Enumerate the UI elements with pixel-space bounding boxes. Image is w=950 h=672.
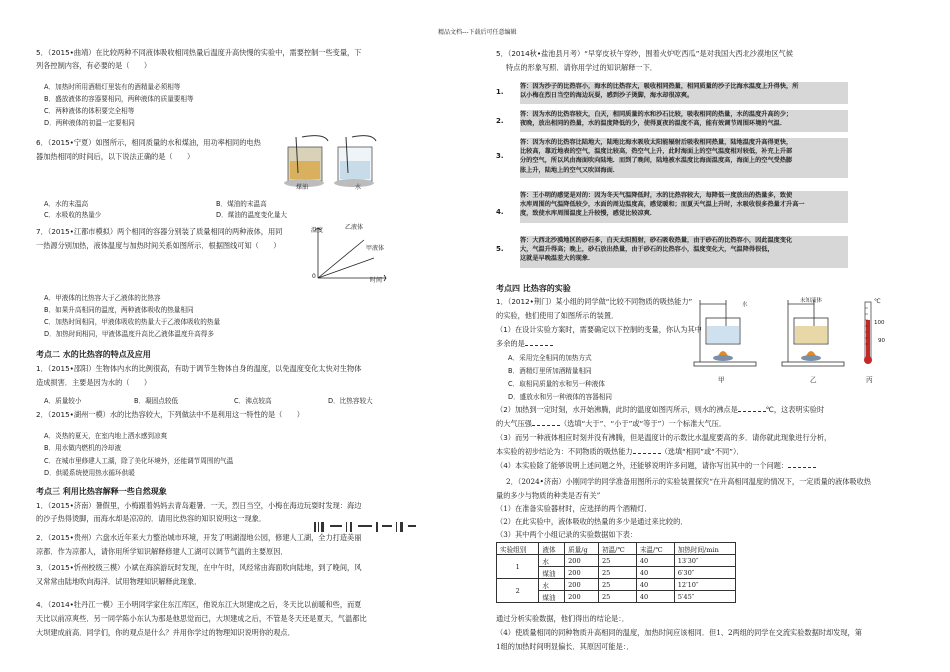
table-header-cell: 液体 — [539, 543, 565, 555]
answer-number: 1. — [496, 88, 504, 96]
s2-q1-line2: 造成损害．主要是因为水的（ ） — [36, 378, 152, 387]
table-cell: 13′30″ — [674, 555, 735, 567]
table-header-cell: 初温/℃ — [598, 543, 636, 555]
answer-block-1 — [520, 82, 848, 104]
answer-number: 3. — [496, 152, 504, 160]
e2-step1: （1）在准备实验器材时，应选择的两个酒精灯． — [496, 504, 652, 513]
e1-option: B．酒精灯里所加酒精量相同 — [508, 367, 592, 375]
e2-step2: （2）在此实验中，液体吸收的热量的多少是通过来比较的． — [496, 517, 688, 526]
table-cell: 40 — [636, 555, 674, 567]
q7-option: B．如果升高相同的温度，两种液体吸收的热量相同 — [44, 306, 194, 314]
fig-label-yi: 乙 — [810, 376, 817, 384]
q6-option-c: C．水吸收的热量少 — [44, 211, 102, 219]
e1-option: A．采用完全相同的加热方式 — [508, 354, 592, 362]
s3-q2-line2: 凉都．作为凉都人，请你用所学知识解释修建人工湖可以调节气温的主要原因． — [36, 547, 288, 556]
q6-option-a: A．水的末温高 — [44, 200, 89, 208]
table-cell: 200 — [565, 591, 599, 603]
answer-blank — [738, 411, 766, 412]
table-header-cell: 实验组别 — [497, 543, 539, 555]
answer-block-4 — [520, 191, 848, 223]
q5-option: C．两种液体的体积要完全相等 — [44, 107, 135, 115]
e1-option: C．取相同质量的水和另一种液体 — [508, 380, 605, 388]
answer-line: 以小梅在烈日当空的海边玩耍，感到沙子烫脚，海水却很凉爽。 — [520, 92, 694, 100]
e1-line1: 1．（2012•荆门）某小组的同学做“比较不同物质的吸热能力” — [496, 297, 693, 306]
e2-line2: 量的多少与物质的种类是否有关” — [496, 491, 601, 500]
answer-number: 2. — [496, 117, 504, 125]
s3-q2-line1: 2．（2015•贵州）六盘水近年来大力整治城市环境，开发了明湖湿地公园，修建人工湖，全力打造美丽 — [36, 533, 362, 542]
s3-q3-line1: 3．（2015•忻州校级三模）小斌在海滨游玩时发现，在中午时，风经常由海面吹向陆地，到了晚间，风 — [36, 563, 362, 572]
table-cell: 200 — [565, 579, 599, 591]
e1-part3-c: （选填“相同”或“不同”）． — [660, 447, 744, 456]
table-row — [497, 555, 736, 567]
table-cell-group: 1 — [497, 555, 539, 579]
fig-label-water: 水 — [742, 302, 748, 308]
fig-label-100: 100 — [874, 320, 885, 326]
q5-option: A．加热时所用酒精灯里装有的酒精量必须相等 — [44, 83, 181, 91]
s2-q2-option: C．在城市里修建人工湖，除了美化环境外，还能调节周围的气温 — [44, 457, 234, 465]
e1-part4-text: （4）本实验除了能够说明上述问题之外，还能够说明许多问题，请你写出其中的一个问题： — [496, 461, 789, 470]
table-header-row — [497, 543, 736, 555]
q5-stem-line2: 列各控制内容，有必要的是（ ） — [36, 61, 152, 70]
q7-stem-line2: 一热源分别加热，液体温度与加热时间关系如图所示．根据图线可知（ ） — [36, 241, 281, 250]
e2-conclusion: 通过分析实验数据，他们得出的结论是：． — [496, 614, 629, 623]
e1-part2-a: （2）加热到一定时刻，水开始沸腾，此时的温度如图丙所示，则水的沸点是 — [496, 405, 738, 414]
q5-option: D．两种液体的初温一定要相同 — [44, 119, 135, 127]
answer-line: 夜晚，放出相同的热量，水的温度降低的少，使得夏夜的温度不高，能有效调节周围环境的气温． — [520, 120, 787, 128]
e1-line3: （1）在设计实验方案时，需要确定以下控制的变量，你认为其中 — [496, 325, 702, 334]
answer-number: 5. — [496, 245, 504, 253]
q5-option: B．盛放液体的容器要相同，两种液体的质量要相等 — [44, 95, 194, 103]
section-heading-3: 考点三 利用比热容解释一些自然现象 — [36, 487, 167, 496]
line-label-jia: 甲液体 — [366, 245, 385, 252]
s2-q1-option-b: B．凝固点较低 — [134, 397, 179, 405]
q6-option-b: B．煤油的末温高 — [216, 200, 267, 208]
e1-part3-line2 — [496, 446, 744, 457]
e1-part2-c: 的大气压强 — [496, 419, 532, 428]
s2-q2-option: B．用水做内燃机的冷却液 — [44, 444, 122, 452]
table-cell: 40 — [636, 567, 674, 579]
q5-stem-line1: 5．（2015•曲靖）在比较两种不同液体吸收相同热量后温度升高快慢的实验中，需要控制一些变量，下 — [36, 48, 362, 57]
answer-block-2 — [520, 110, 848, 132]
e2-step4-line2: 1组的加热时间明显偏长．其原因可能是：． — [496, 642, 634, 651]
table-header-cell: 末温/℃ — [636, 543, 674, 555]
graph-y-label: 温度 — [311, 227, 324, 234]
e2-line1: 2．（2024•济南）小刚同学的同学准备用图所示的实验装置探究“在升高相同温度的情况下，一定质量的液体吸收热 — [506, 477, 871, 486]
s3-q1-line1: 1．（2015•济南）暑假里，小梅跟着妈妈去青岛避暑．一天，烈日当空，小梅在海边玩耍时发现：海边 — [36, 501, 362, 510]
table-cell: 12′10″ — [674, 579, 735, 591]
section-heading-4: 考点四 比热容的实验 — [496, 284, 571, 293]
answer-line: 度，致使水库周围温度上升较慢，感觉比较凉爽． — [520, 210, 657, 218]
answer-line: 胀上升，陆地上的空气又吹回海面． — [520, 166, 619, 174]
line-label-yi: 乙液体 — [345, 224, 364, 231]
label-oil: 煤油 — [296, 184, 309, 191]
s3-q3-line2: 又常常由陆地吹向海洋．试用物理知识解释此现象． — [36, 577, 202, 586]
experiment-apparatus-icon — [690, 292, 860, 374]
beaker-heater-icon — [284, 133, 380, 189]
s3-q1-line2: 的沙子热得烫脚，而海水却是凉凉的．请用比热容的知识说明这一现象． — [36, 514, 267, 523]
answer-line: 分的空气，所以风由海面吹向陆地．而到了晚间，陆地被水温度比海面温度高，海面上的空气受热膨 — [520, 157, 793, 165]
s2-q2-option: D．供暖系统使用热水循环供暖 — [44, 469, 135, 477]
table-cell: 200 — [565, 555, 599, 567]
e1-line4 — [496, 338, 553, 349]
table-cell: 40 — [636, 591, 674, 603]
e1-part2-line2 — [496, 418, 726, 429]
s2-q2-stem: 2．（2015•湖州一模）水的比热容较大，下列做法中不是利用这一特性的是（ ） — [36, 410, 304, 419]
answer-blank — [788, 467, 816, 468]
e2-step3: （3）其中两个小组记录的实验数据如下表： — [496, 530, 638, 539]
answer-number: 4. — [496, 208, 504, 216]
q6-option-d: D．煤油的温度变化量大 — [216, 211, 288, 219]
graph-origin: 0 — [312, 273, 316, 280]
s2-q1-option-c: C．沸点较高 — [234, 397, 272, 405]
q7-stem-line1: 7．（2015•江都市模拟）两个相同的容器分别装了质量相同的两种液体，用同 — [36, 227, 283, 236]
table-header-cell: 质量/g — [565, 543, 599, 555]
graph-x-label: 时间 — [370, 277, 383, 284]
table-cell: 40 — [636, 579, 674, 591]
table-cell: 煤油 — [539, 567, 565, 579]
q7-option: C．加热时间相同，甲液体吸收的热量大于乙液体吸收的热量 — [44, 318, 221, 326]
answer-line: 答：王小明的感觉是对的：因为冬天气温降低时，水的比热容较大，每降低一度放出的热量多，致使 — [520, 192, 793, 199]
answer-line: 这就是早晚温差大的现象． — [520, 255, 595, 263]
table-cell: 25 — [598, 555, 636, 567]
page-header: 精品文档---下载后可任意编辑 — [438, 29, 517, 36]
table-cell: 煤油 — [539, 591, 565, 603]
answer-block-3 — [520, 138, 848, 178]
answer-line: 比较高，靠近地表的空气，温度比较高，热空气上升，此时海面上的空气温度相对较低，补充上升部 — [520, 148, 793, 156]
table-cell: 水 — [539, 579, 565, 591]
e1-part3: （3）而另一种液体相应时刻并没有沸腾，但是温度计的示数比水温度要高的多．请你就此现象进行分析， — [496, 433, 832, 442]
section-heading-2: 考点二 水的比热容的特点及应用 — [36, 350, 151, 359]
table-cell: 5′45″ — [674, 591, 735, 603]
table-cell: 200 — [565, 567, 599, 579]
s3-q4-line3: 大坝建成前高．同学们，你的观点是什么？并用你学过的物理知识说明你的观点． — [36, 628, 295, 637]
q7-option: A．甲液体的比热容大于乙液体的比热容 — [44, 294, 161, 302]
q7-option: D．加热时间相同，甲液体温度升高比乙液体温度升高得多 — [44, 330, 214, 338]
answer-line: 答：大西北沙漠地区的砂石多，白天太阳照射，砂石吸收热量，由于砂石的比热容小，因此温度变化 — [520, 237, 793, 244]
fig-label-90: 90 — [878, 338, 885, 344]
fig-label-liquid: 未知液体 — [800, 298, 823, 304]
e1-part4 — [496, 460, 816, 471]
answer-line: 答：因为沙子的比热容小，海水的比热容大，吸收相同热量，相同质量的沙子比海水温度上升得快，所 — [520, 83, 799, 90]
table-cell: 水 — [539, 555, 565, 567]
answer-line: 水库周围的气温降低较少，水面的周边温度高，感觉暖和；而夏天气温上升时，水吸收很多热量才升高一 — [520, 201, 805, 209]
table-cell: 6′30″ — [674, 567, 735, 579]
e1-option: D．盛放水和另一种液体的容器相同 — [508, 393, 612, 401]
fig-label-celsius: ℃ — [874, 298, 881, 305]
label-water: 水 — [355, 184, 362, 191]
q6-stem-line2: 器加热相同的时间后，以下说法正确的是（ ） — [36, 152, 195, 161]
data-table — [496, 542, 736, 603]
answer-blank — [525, 345, 553, 346]
q5r-line2: 特点的形象写照．请你用学过的知识解释一下． — [506, 63, 657, 72]
e1-part3-b: 本实验的初步结论为：不同物质的吸热能力 — [496, 447, 633, 456]
fig-label-jia: 甲 — [718, 376, 725, 384]
answer-line: 答：因为水的比热容比陆地大，陆地比海水吸收太阳能辐射后吸收相同热量，陆地温度升高得更快， — [520, 139, 793, 146]
answer-blank — [532, 425, 560, 426]
table-cell: 25 — [598, 567, 636, 579]
thermometer-icon — [862, 300, 874, 366]
answer-line: 大，气温升得高；晚上，砂石放出热量，由于砂石的比热容小，温度变化大，气温降得很低， — [520, 246, 774, 254]
q5r-line1: 5．（2014秋•盐池县月考）“早穿皮袄午穿纱，围着火炉吃西瓜”是对我国大西北沙漠地区气候 — [496, 49, 793, 58]
answer-line: 答：因为水的比热容较大，白天，相同质量的水和沙石比较，吸收相同的热量，水的温度升高的少； — [520, 111, 793, 118]
s2-q1-line1: 1．（2015•邵阳）生物体内水的比例很高，有助于调节生物体自身的温度，以免温度变化太快对生物体 — [36, 364, 362, 373]
table-header-cell: 加热时间/min — [674, 543, 735, 555]
answer-blank — [633, 453, 661, 454]
s3-q4-line2: 天比以前凉爽些．另一同学陈小东认为那是他思觉而已，大坝建成之后，不管是冬天还是夏天，气温都比 — [36, 614, 367, 623]
e1-part2 — [496, 404, 824, 415]
s3-q4-line1: 4．（2014•牡丹江一模）王小明同学家住东江库区，他说东江大坝建成之后，冬天比以前暖和些，而夏 — [36, 600, 362, 609]
e1-part2-d: （选填“大于”、“小于”或“等于”）一个标准大气压． — [559, 419, 727, 428]
table-cell-group: 2 — [497, 579, 539, 603]
e2-step4-line1: （4）使质量相同的同种物质升高相同的温度，加热时间应该相同．但1、2两组的同学在交流实验数据时却发现，第 — [496, 628, 862, 637]
table-cell: 25 — [598, 591, 636, 603]
s2-q1-option-d: D．比热容较大 — [328, 397, 373, 405]
e1-line2: 的实验，他们使用了如图所示的装置． — [496, 311, 619, 320]
table-cell: 25 — [598, 579, 636, 591]
table-row — [497, 579, 736, 591]
fig-label-bing: 丙 — [866, 376, 873, 384]
s2-q2-option: A．炎热的夏天，在室内地上洒水感到凉爽 — [44, 432, 168, 440]
e1-part2-b: ℃，这表明实验时 — [765, 405, 825, 414]
s2-q1-option-a: A．质量较小 — [44, 397, 82, 405]
q6-stem-line1: 6．（2015•宁夏）如图所示，相同质量的水和煤油，用功率相同的电热 — [36, 138, 261, 147]
e1-line4-text: 多余的是 — [496, 339, 525, 348]
answer-block-5 — [520, 236, 848, 268]
